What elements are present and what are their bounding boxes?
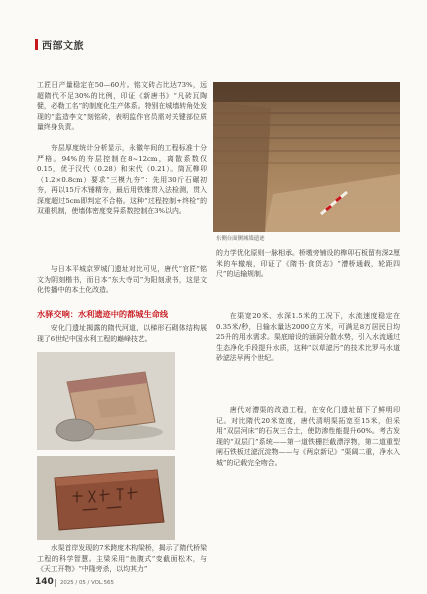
stone bbox=[56, 419, 94, 441]
inscribed-brick-photo bbox=[37, 456, 175, 540]
body-paragraph: 唐代对漕渠的改造工程，在安化门遗址留下了鲜明印记。对比隋代20米宽度，唐代清明渠拓宽至15米，但采用“双层河床”的石灰三合土，使防渗性能提升60%。考古发现的“双层门”系统——第一道铁栅拦截漂浮物，第二道重型闸石铁板过滤沉淀物——与《两京新记》“渠阔二重，净水入城”的记载完全吻合。 bbox=[216, 406, 400, 467]
body-paragraph: 夯层厚度统计分析显示，永徽年间的工程标准十分严格。94%的夯层控制在8~12cm，离散系数仅0.15，优于汉代（0.28）和宋代（0.21）。筒瓦榫卯（1.2×0.8cm）要求“三模九夯”：先用30斤石碾初夯，再以15斤木锤精夯，最后用铁锥贯入法检测，贯入深度超过5cm即判定不合格。这种“过程控制+终检”的双重机制，使墙体密度变异系数控制在3%以内。 bbox=[37, 144, 207, 215]
body-paragraph: 水渠首岸发现的7米跨度木构梁桥，揭示了隋代桥梁工程的科学智慧。主梁采用“鱼腹式”变截面松木，与《天工开物》“中隆旁杀，以均其力” bbox=[37, 544, 207, 573]
photo-caption: 东侧台面侧城墙遗迹 bbox=[216, 236, 265, 242]
excavation-figure bbox=[213, 82, 400, 232]
topsoil-layer bbox=[213, 82, 400, 102]
body-paragraph: 与日本平城京罗城门遗址对比可见，唐代“官匠”铭文为阴刻楷书，而日本“东大寺司”为阳刻隶书，这是文化传播中的本土化改造。 bbox=[37, 265, 207, 294]
body-paragraph: 在渠宽20米、水深1.5米的工况下，水流速度稳定在0.35米/秒，日输水量达2000立方米，可满足8万居民日均25升的用水需求。渠底暗设的涵洞分散水势，引入水流通过生态净化手段提升水质，这种“以草滤污”的技术比罗马水道砂滤法早两个世纪。 bbox=[216, 312, 400, 362]
brand-accent-bar bbox=[35, 39, 38, 50]
body-paragraph: 工匠日产量稳定在50—60片。铭文砖占比达73%，远超隋代不足30%的比例，印证《新唐书》“凡砖瓦陶甓，必勒工名”的制度化生产体系。特别在城墙转角处发现的“监造李文”刻铭砖，表明监作官员需对关键部位质量终身负责。 bbox=[37, 81, 207, 131]
cut-wall-face bbox=[213, 102, 271, 232]
tile-fragment-figure bbox=[37, 352, 175, 450]
section-heading: 水驿交响：水利遗迹中的都城生命线 bbox=[37, 309, 169, 319]
excavation-photo bbox=[213, 82, 400, 232]
magazine-section-title: 西部文旅 bbox=[42, 41, 84, 52]
body-paragraph: 安化门遗址揭露的隋代河道，以梯形石砌体结构展现了6世纪中国水利工程的巅峰技艺。 bbox=[37, 324, 207, 343]
tile-fragment-photo bbox=[37, 352, 175, 450]
issue-info: 2025 / 05 / VOL.565 bbox=[55, 579, 114, 587]
inscribed-brick-figure bbox=[37, 456, 175, 540]
page-number: 140 bbox=[35, 577, 54, 587]
body-paragraph: 的力学优化原则一脉相承。桥墩旁铺设的榫卯石板留有深2厘米的车辙痕，印证了《隋书·食货志》“漕桥通载，轮距四尺”的运输规制。 bbox=[216, 249, 400, 278]
